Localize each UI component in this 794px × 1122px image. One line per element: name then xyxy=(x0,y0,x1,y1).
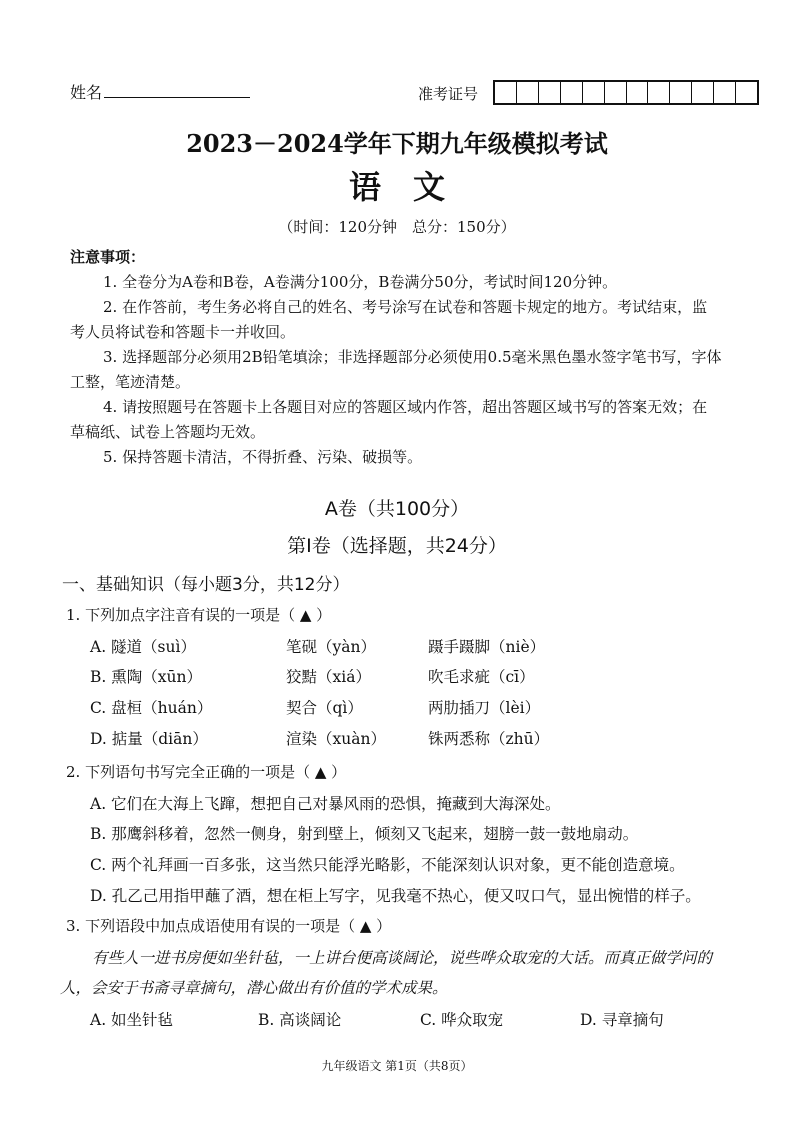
notice-item: 4. 请按照题号在答题卡上各题目对应的答题区域内作答，超出答题区域书写的答案无效；在 xyxy=(103,398,708,416)
q1-c2: 契合（qì） xyxy=(286,699,363,717)
q1-stem: 1. 下列加点字注音有误的一项是（ ▲ ） xyxy=(66,606,332,624)
basic-knowledge-heading: 一、基础知识（每小题3分，共12分） xyxy=(62,575,350,595)
notice-heading: 注意事项： xyxy=(70,248,146,266)
q1-d3: 铢两悉称（zhū） xyxy=(428,730,550,748)
q1-b3: 吹毛求疵（cī） xyxy=(428,668,535,686)
notice-item-cont: 工整，笔迹清楚。 xyxy=(70,373,191,391)
exam-id-grid[interactable] xyxy=(493,80,759,105)
name-field[interactable] xyxy=(104,97,250,98)
section-a-heading: A卷（共100分） xyxy=(324,498,470,520)
part-1-heading: 第Ⅰ卷（选择题，共24分） xyxy=(287,535,507,557)
q1-c3: 两肋插刀（lèi） xyxy=(428,699,541,717)
q3-stem: 3. 下列语段中加点成语使用有误的一项是（ ▲ ） xyxy=(66,917,392,935)
subject-title: 语 文 xyxy=(348,168,445,206)
q1-a3: 蹑手蹑脚（niè） xyxy=(428,638,546,656)
notice-item: 2. 在作答前，考生务必将自己的姓名、考号涂写在试卷和答题卡规定的地方。考试结束，监 xyxy=(103,298,708,316)
notice-item: 5. 保持答题卡清洁，不得折叠、污染、破损等。 xyxy=(103,448,423,466)
q1-b2: 狡黠（xiá） xyxy=(286,668,371,686)
notice-item-cont: 草稿纸、试卷上答题均无效。 xyxy=(70,423,266,441)
q2-option-a: A. 它们在大海上飞蹿，想把自己对暴风雨的恐惧，掩藏到大海深处。 xyxy=(90,795,561,813)
q1-d1: D. 掂量（diān） xyxy=(90,730,208,748)
q3-option-a: A. 如坐针毡 xyxy=(90,1011,174,1029)
q1-a2: 笔砚（yàn） xyxy=(286,638,376,656)
q1-b1: B. 熏陶（xūn） xyxy=(90,668,202,686)
q1-c1: C. 盘桓（huán） xyxy=(90,699,213,717)
q2-option-d: D. 孔乙己用指甲蘸了酒，想在柜上写字，见我毫不热心，便又叹口气，显出惋惜的样子。 xyxy=(90,887,701,905)
exam-id-label: 准考证号 xyxy=(418,85,479,103)
page-footer: 九年级语文 第1页（共8页） xyxy=(321,1059,473,1073)
q2-option-b: B. 那鹰斜移着，忽然一侧身，射到壁上，倾刻又飞起来，翅膀一鼓一鼓地扇动。 xyxy=(90,825,639,843)
q2-option-c: C. 两个礼拜画一百多张，这当然只能浮光略影，不能深刻认识对象，更不能创造意境。 xyxy=(90,856,685,874)
q3-option-d: D. 寻章摘句 xyxy=(580,1011,664,1029)
q1-a1: A. 隧道（suì） xyxy=(90,638,196,656)
q2-stem: 2. 下列语句书写完全正确的一项是（ ▲ ） xyxy=(66,763,347,781)
q3-option-b: B. 高谈阔论 xyxy=(258,1011,342,1029)
q1-d2: 渲染（xuàn） xyxy=(286,730,386,748)
notice-item: 3. 选择题部分必须用2B铅笔填涂；非选择题部分必须使用0.5毫米黑色墨水签字笔书写，字体 xyxy=(103,348,722,366)
time-info: （时间：120分钟 总分：150分） xyxy=(278,218,516,236)
exam-title: 2023－2024学年下期九年级模拟考试 xyxy=(186,129,608,158)
q3-passage-line1: 有些人一进书房便如坐针毡，一上讲台便高谈阔论，说些哗众取宠的大话。而真正做学问的 xyxy=(92,949,713,967)
q3-passage-line2: 人，会安于书斋寻章摘句，潜心做出有价值的学术成果。 xyxy=(60,979,448,997)
name-label: 姓名 xyxy=(70,83,103,102)
notice-item-cont: 考人员将试卷和答题卡一并收回。 xyxy=(70,323,296,341)
q3-option-c: C. 哗众取宠 xyxy=(420,1011,504,1029)
notice-item: 1. 全卷分为A卷和B卷，A卷满分100分，B卷满分50分，考试时间120分钟。 xyxy=(103,273,618,291)
